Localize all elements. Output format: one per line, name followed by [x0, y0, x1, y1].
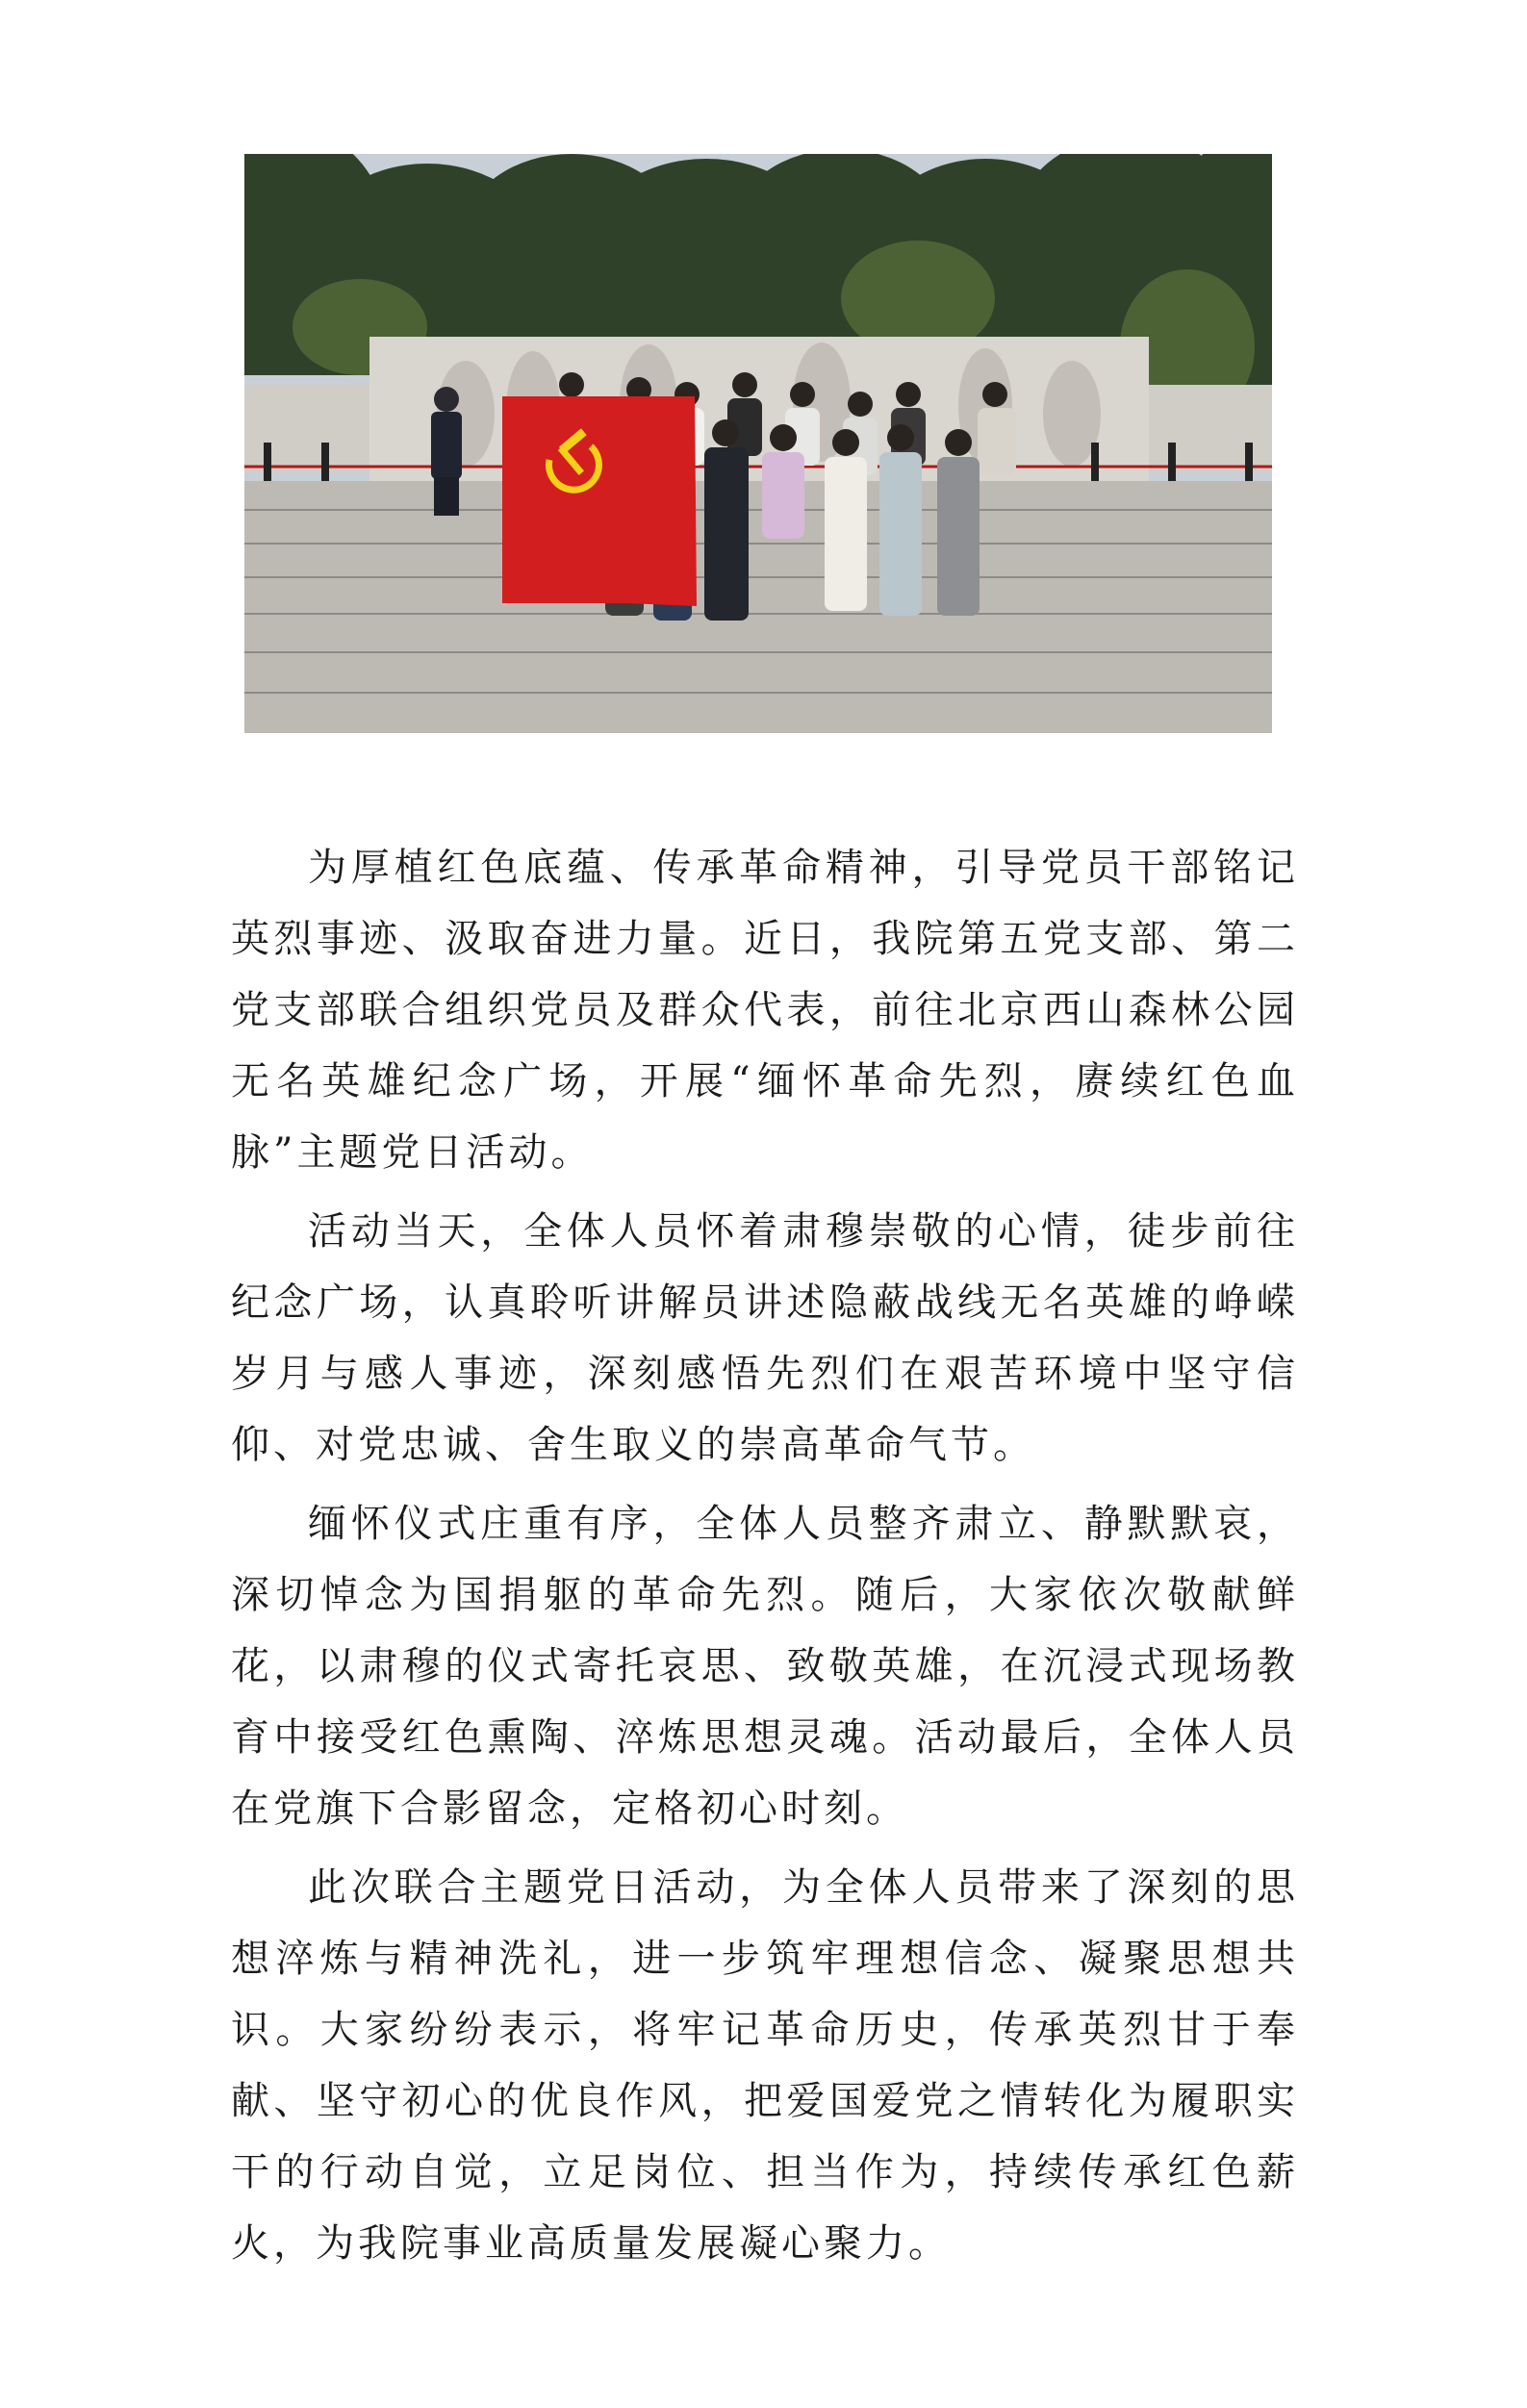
- paragraph-intro: 为厚植红色底蕴、传承革命精神，引导党员干部铭记英烈事迹、汲取奋进力量。近日，我院第五党支部、第二党支部联合组织党员及群众代表，前往北京西山森林公园无名英雄纪念广场，开展“缅怀革命先烈，赓续红色血脉”主题党日活动。: [231, 846, 1299, 1175]
- red-flag: [502, 396, 697, 606]
- group-photo-illustration: [244, 154, 1272, 733]
- article-body: [231, 832, 1299, 2287]
- paragraph-ceremony: 缅怀仪式庄重有序，全体人员整齐肃立、静默默哀，深切悼念为国捐躯的革命先烈。随后，大家依次敬献鲜花，以肃穆的仪式寄托哀思、致敬英雄，在沉浸式现场教育中接受红色熏陶、淬炼思想灵魂。活动最后，全体人员在党旗下合影留念，定格初心时刻。: [231, 1502, 1299, 1831]
- stone-steps: [244, 481, 1272, 733]
- paragraph-conclusion: 此次联合主题党日活动，为全体人员带来了深刻的思想淬炼与精神洗礼，进一步筑牢理想信念、凝聚思想共识。大家纷纷表示，将牢记革命历史，传承英烈甘于奉献、坚守初心的优良作风，把爱国爱党之情转化为履职实干的行动自觉，立足岗位、担当作为，持续传承红色薪火，为我院事业高质量发展凝心聚力。: [231, 1865, 1299, 2266]
- paragraph-activity: 活动当天，全体人员怀着肃穆崇敬的心情，徒步前往纪念广场，认真聆听讲解员讲述隐蔽战线无名英雄的峥嵘岁月与感人事迹，深刻感悟先烈们在艰苦环境中坚守信仰、对党忠诚、舍生取义的崇高革命气节。: [231, 1209, 1299, 1467]
- group-photo: [244, 154, 1272, 733]
